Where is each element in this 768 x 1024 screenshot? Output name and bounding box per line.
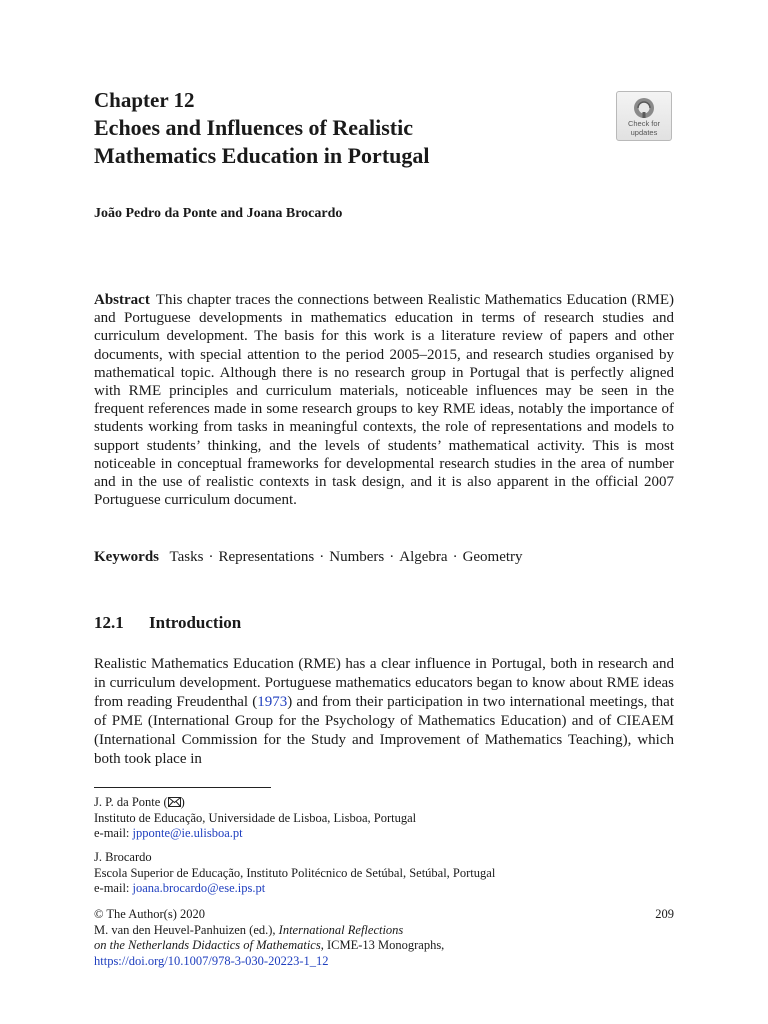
affiliation-institution: Instituto de Educação, Universidade de Lisboa, Lisboa, Portugal xyxy=(94,810,417,825)
keyword: Representations xyxy=(218,549,315,565)
chapter-title-line-1: Echoes and Influences of Realistic xyxy=(94,115,413,140)
keyword: Tasks xyxy=(169,549,204,565)
keyword-separator: · xyxy=(389,549,395,565)
chapter-title-line-2: Mathematics Education in Portugal xyxy=(94,143,430,168)
keyword-separator: · xyxy=(208,549,214,565)
email-label: e-mail: xyxy=(94,881,133,895)
book-title-part-2: on the Netherlands Didactics of Mathematics xyxy=(94,938,321,952)
email-link[interactable]: jpponte@ie.ulisboa.pt xyxy=(132,826,243,840)
abstract-label: Abstract xyxy=(94,292,150,308)
section-title: Introduction xyxy=(149,613,242,632)
affiliation-ponte xyxy=(94,795,654,842)
keyword-separator: · xyxy=(452,549,458,565)
author-name: J. P. da Ponte ( xyxy=(94,795,168,809)
badge-text-line-1: Check for xyxy=(627,119,661,128)
section-number: 12.1 xyxy=(94,613,124,632)
chapter-title xyxy=(94,114,564,170)
affiliation-brocardo xyxy=(94,850,654,897)
footer xyxy=(94,907,674,969)
email-label: e-mail: xyxy=(94,826,133,840)
footnote-divider xyxy=(94,787,271,788)
keyword-separator: · xyxy=(319,549,325,565)
intro-text-start: Realistic Mathematics Education (RME) has a clear influence in Portugal, both in research and in curriculum development. Portuguese mathematics educators began to know about RME ideas from reading Freudenthal ( xyxy=(94,656,674,710)
abstract-text: This chapter traces the connections between Realistic Mathematics Education (RME) and Portuguese developments in mathematics education in terms of research studies and curriculum development. The basis for this work is a literature review of papers and other documents, with special attention to the period 2005–2015, and research studies organised by mathematical topic. Although there is no research group in Portugal that is perfectly aligned with RME principles and curriculum materials, noticeable influences may be seen in the frequent references made in some research groups to key RME ideas, notably the importance of students working from tasks in meaningful contexts, the role of representations and models to support students’ thinking, and the levels of students’ mathematical activity. This is most noticeable in conceptual frameworks for developmental research studies in the area of number and in the use of realistic contexts in task design, and it is also apparent in the official 2007 Portuguese curriculum document. xyxy=(94,292,674,509)
book-reference-line-1 xyxy=(94,923,674,939)
editor: M. van den Heuvel-Panhuizen (ed.), xyxy=(94,922,279,937)
authors: João Pedro da Ponte and Joana Brocardo xyxy=(94,206,343,221)
book-reference-line-2 xyxy=(94,938,674,954)
intro-paragraph xyxy=(94,655,674,769)
copyright: © The Author(s) 2020 xyxy=(94,907,205,921)
section-heading xyxy=(94,612,241,634)
badge-text-line-2: updates xyxy=(630,128,658,137)
affiliation-institution: Escola Superior de Educação, Instituto Politécnico de Setúbal, Setúbal, Portugal xyxy=(94,865,496,880)
keyword: Algebra xyxy=(399,549,448,565)
book-title-part-1: International Reflections xyxy=(278,922,404,937)
page-number: 209 xyxy=(655,907,674,921)
citation-link[interactable]: 1973 xyxy=(257,694,288,710)
keyword: Numbers xyxy=(329,549,385,565)
check-for-updates-badge[interactable] xyxy=(616,91,672,141)
keywords-label: Keywords xyxy=(94,549,159,565)
check-for-updates-icon xyxy=(633,97,655,119)
email-link[interactable]: joana.brocardo@ese.ips.pt xyxy=(132,881,266,895)
affiliation-email-line xyxy=(94,826,654,842)
affiliation-email-line xyxy=(94,881,654,897)
keyword: Geometry xyxy=(462,549,523,565)
chapter-label: Chapter 12 xyxy=(94,88,195,112)
abstract xyxy=(94,291,674,509)
intro-text-end: ) and from their participation in two international meetings, that of PME (International Group for the Psychology of Mathematics Education) and of CIEAEM (International Commission for the Study and Improvement of Mathematics Teaching), which both took place in xyxy=(94,694,674,767)
affiliation-name xyxy=(94,795,654,811)
keywords xyxy=(94,548,674,566)
author-name-end: ) xyxy=(180,795,185,809)
series: , ICME-13 Monographs, xyxy=(320,938,445,952)
affiliation-name: J. Brocardo xyxy=(94,850,152,864)
doi-link[interactable]: https://doi.org/10.1007/978-3-030-20223-1_12 xyxy=(94,953,329,968)
paper-page xyxy=(94,0,674,1024)
envelope-icon xyxy=(168,797,181,807)
